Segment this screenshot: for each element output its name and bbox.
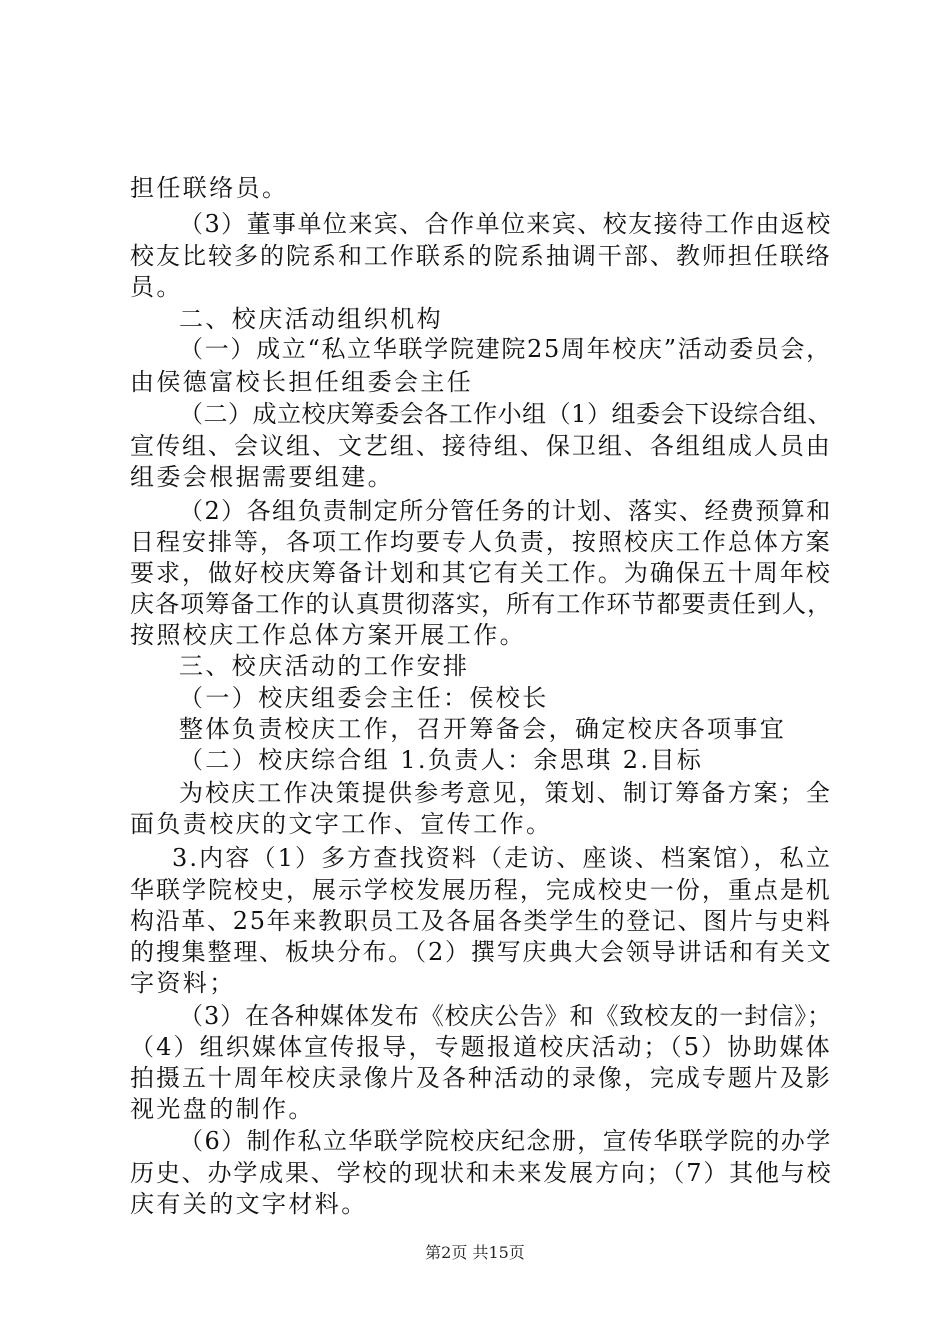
text-line: 担任联络员。 [130, 174, 289, 202]
text-line: 拍摄五十周年校庆录像片及各种活动的录像，完成专题片及影 [130, 1064, 832, 1092]
text-line: 员。 [130, 273, 183, 301]
text-line: 为校庆工作决策提供参考意见，策划、制订筹备方案；全 [179, 779, 832, 807]
text-line: （一）校庆组委会主任：侯校长 [179, 684, 549, 712]
text-line: 构沿革、25年来教职员工及各届各类学生的登记、图片与史料 [130, 907, 832, 935]
text-line: （二）校庆综合组 1.负责人：余思琪 2.目标 [179, 746, 704, 774]
text-line: 的搜集整理、板块分布。（2）撰写庆典大会领导讲话和有关文 [130, 938, 833, 966]
text-line: 庆有关的文字材料。 [130, 1190, 368, 1218]
text-line: （一）成立“私立华联学院建院25周年校庆”活动委员会， [179, 335, 832, 363]
text-line: 面负责校庆的文字工作、宣传工作。 [130, 810, 553, 838]
section-heading: 三、校庆活动的工作安排 [179, 652, 470, 680]
text-line: 校友比较多的院系和工作联系的院系抽调干部、教师担任联络 [130, 242, 832, 270]
text-line: 华联学院校史，展示学校发展历程，完成校史一份，重点是机 [130, 876, 832, 904]
text-line: 由侯德富校长担任组委会主任 [130, 368, 474, 396]
text-line: （2）各组负责制定所分管任务的计划、落实、经费预算和 [179, 497, 832, 525]
text-line: 字资料； [130, 969, 236, 997]
text-line: 视光盘的制作。 [130, 1095, 315, 1123]
text-line: 按照校庆工作总体方案开展工作。 [130, 621, 526, 649]
text-line: 整体负责校庆工作，召开筹备会，确定校庆各项事宜 [179, 715, 787, 743]
text-line: （6）制作私立华联学院校庆纪念册，宣传华联学院的办学 [179, 1127, 832, 1155]
text-line: （3）在各种媒体发布《校庆公告》和《致校友的一封信》； [179, 1002, 833, 1030]
text-line: （4）组织媒体宣传报导，专题报道校庆活动；（5）协助媒体 [130, 1033, 832, 1061]
text-line: 历史、办学成果、学校的现状和未来发展方向；（7）其他与校 [130, 1159, 833, 1187]
text-line: 宣传组、会议组、文艺组、接待组、保卫组、各组组成人员由 [130, 432, 832, 460]
text-line: （二）成立校庆筹委会各工作小组（1）组委会下设综合组、 [179, 400, 833, 428]
text-line: 日程安排等，各项工作均要专人负责，按照校庆工作总体方案 [130, 528, 832, 556]
text-line: 要求，做好校庆筹备计划和其它有关工作。为确保五十周年校 [130, 559, 832, 587]
text-line: （3）董事单位来宾、合作单位来宾、校友接待工作由返校 [179, 210, 832, 238]
text-line: 3.内容（1）多方查找资料（走访、座谈、档案馆），私立 [172, 844, 832, 872]
page-number-footer: 第2页 共15页 [425, 1243, 525, 1262]
text-line: 组委会根据需要组建。 [130, 463, 394, 491]
text-line: 庆各项筹备工作的认真贯彻落实，所有工作环节都要责任到人， [130, 590, 833, 618]
section-heading: 二、校庆活动组织机构 [179, 305, 443, 333]
